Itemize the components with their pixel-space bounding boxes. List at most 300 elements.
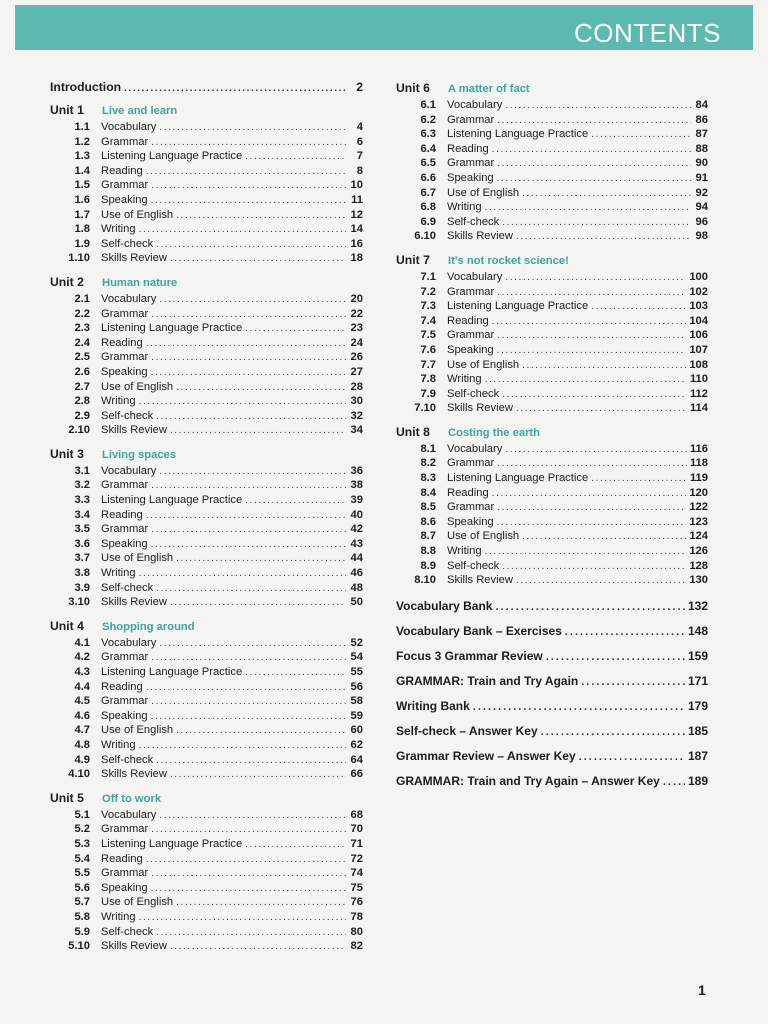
- lesson-page: 46: [350, 567, 363, 580]
- lesson-page: 92: [695, 186, 708, 199]
- toc-entry: [396, 314, 708, 329]
- dot-leader: [170, 596, 346, 611]
- lesson-number: 2.1: [74, 292, 90, 305]
- toc-entry-label: Introduction: [50, 80, 122, 94]
- dot-leader: [245, 494, 346, 509]
- lesson-label: Grammar: [447, 157, 495, 170]
- dot-leader: [156, 926, 346, 941]
- lesson-number: 5.1: [74, 808, 90, 821]
- lesson-number: 4.5: [74, 695, 90, 708]
- lesson-number: 3.7: [74, 552, 90, 565]
- toc-entry: [50, 321, 363, 336]
- lesson-page: 108: [689, 358, 708, 371]
- unit-number: Unit 3: [50, 446, 84, 461]
- lesson-label: Self-check: [101, 409, 154, 422]
- dot-leader: [591, 128, 691, 143]
- lesson-number: 8.1: [420, 442, 436, 455]
- lesson-page: 88: [695, 142, 708, 155]
- lesson-page: 104: [689, 314, 708, 327]
- lesson-page: 102: [689, 285, 708, 298]
- lesson-label: Reading: [447, 314, 489, 327]
- lesson-number: 1.4: [74, 164, 90, 177]
- dot-leader: [505, 271, 686, 286]
- back-matter-entry: [396, 769, 708, 794]
- lesson-number: 5.5: [74, 867, 90, 880]
- toc-entry: [50, 650, 363, 665]
- back-matter-page: 148: [687, 623, 708, 638]
- lesson-page: 6: [356, 135, 363, 148]
- dot-leader: [151, 179, 346, 194]
- lesson-number: 6.10: [414, 230, 436, 243]
- dot-leader: [151, 479, 346, 494]
- lesson-number: 5.10: [68, 940, 90, 953]
- lesson-page: 18: [350, 252, 363, 265]
- dot-leader: [124, 78, 346, 100]
- toc-entry: [50, 709, 363, 724]
- lesson-number: 1.10: [68, 252, 90, 265]
- lesson-label: Grammar: [447, 285, 495, 298]
- dot-leader: [497, 157, 691, 172]
- lesson-page: 62: [350, 738, 363, 751]
- dot-leader: [245, 150, 346, 165]
- dot-leader: [151, 882, 346, 897]
- dot-leader: [516, 574, 686, 589]
- lesson-label: Speaking: [447, 343, 494, 356]
- dot-leader: [170, 252, 346, 267]
- toc-entry-page: 2: [356, 80, 363, 94]
- dot-leader: [151, 538, 346, 553]
- unit-title: Off to work: [102, 792, 162, 805]
- lesson-number: 2.4: [74, 336, 90, 349]
- lesson-label: Use of English: [447, 530, 520, 543]
- toc-entry: [396, 171, 708, 186]
- back-matter-page: 187: [687, 748, 708, 763]
- dot-leader: [497, 501, 686, 516]
- toc-entry: [396, 529, 708, 544]
- back-matter-page: 179: [687, 698, 708, 713]
- lesson-number: 6.7: [420, 186, 436, 199]
- back-matter-entry: [396, 644, 708, 669]
- lesson-label: Use of English: [447, 186, 520, 199]
- toc-entry: [50, 464, 363, 479]
- lesson-page: 120: [689, 486, 708, 499]
- lesson-number: 5.7: [74, 896, 90, 909]
- lesson-number: 3.4: [74, 508, 90, 521]
- lesson-number: 8.8: [420, 545, 436, 558]
- lesson-label: Listening Language Practice: [101, 666, 243, 678]
- lesson-label: Grammar: [447, 113, 495, 126]
- unit-title: Human nature: [102, 276, 178, 289]
- dot-leader: [591, 300, 686, 315]
- lesson-number: 1.8: [74, 223, 90, 236]
- dot-leader: [522, 359, 686, 374]
- lesson-page: 87: [695, 128, 708, 141]
- lesson-label: Grammar: [447, 329, 495, 342]
- dot-leader: [485, 545, 687, 560]
- dot-leader: [151, 823, 346, 838]
- toc-entry: [396, 113, 708, 128]
- lesson-page: 71: [350, 837, 363, 850]
- lesson-label: Use of English: [101, 552, 174, 565]
- back-matter-label: Vocabulary Bank – Exercises: [396, 623, 562, 638]
- lesson-number: 6.1: [420, 99, 436, 111]
- lesson-page: 107: [689, 343, 708, 356]
- dot-leader: [146, 681, 346, 696]
- dot-leader: [170, 768, 346, 783]
- lesson-number: 4.8: [74, 738, 90, 751]
- toc-entry: [50, 636, 363, 651]
- toc-entry: [50, 478, 363, 493]
- lesson-label: Grammar: [101, 179, 149, 192]
- dot-leader: [156, 410, 346, 425]
- dot-leader: [159, 293, 346, 308]
- dot-leader: [146, 853, 346, 868]
- back-matter-label: Self-check – Answer Key: [396, 723, 538, 738]
- toc-entry-introduction: [50, 76, 363, 98]
- lesson-label: Use of English: [101, 380, 174, 393]
- lesson-page: 103: [689, 300, 708, 313]
- lesson-page: 114: [689, 402, 708, 415]
- toc-entry: [50, 881, 363, 896]
- lesson-number: 6.3: [420, 128, 436, 141]
- contents-right-column: [396, 76, 708, 794]
- dot-leader: [502, 216, 691, 231]
- dot-leader: [492, 487, 687, 502]
- lesson-page: 123: [689, 515, 708, 528]
- lesson-number: 6.6: [420, 171, 436, 184]
- back-matter-page: 189: [687, 773, 708, 788]
- lesson-label: Writing: [101, 910, 136, 923]
- lesson-label: Listening Language Practice: [101, 494, 243, 507]
- lesson-label: Listening Language Practice: [447, 300, 589, 313]
- toc-entry: [396, 98, 708, 113]
- lesson-page: 126: [689, 545, 708, 558]
- toc-entry: [50, 493, 363, 508]
- toc-entry: [50, 409, 363, 424]
- dot-leader: [495, 595, 684, 620]
- toc-entry: [50, 135, 363, 150]
- toc-entry: [50, 292, 363, 307]
- lesson-label: Grammar: [101, 867, 149, 880]
- lesson-page: 20: [350, 292, 363, 305]
- toc-entry: [396, 471, 708, 486]
- unit-heading: [50, 616, 363, 636]
- lesson-number: 3.3: [74, 494, 90, 507]
- lesson-page: 30: [350, 395, 363, 408]
- toc-entry: [396, 401, 708, 416]
- lesson-label: Self-check: [101, 237, 154, 250]
- lesson-number: 8.10: [414, 574, 436, 587]
- back-matter-list: [396, 594, 708, 794]
- dot-leader: [485, 201, 691, 216]
- lesson-label: Vocabulary: [101, 464, 157, 477]
- unit-section: [396, 78, 708, 244]
- lesson-number: 4.1: [74, 636, 90, 649]
- dot-leader: [176, 209, 346, 224]
- dot-leader: [516, 402, 687, 417]
- lesson-page: 32: [350, 409, 363, 422]
- toc-entry: [396, 559, 708, 574]
- dot-leader: [156, 582, 346, 597]
- lesson-label: Skills Review: [447, 574, 513, 587]
- toc-entry: [50, 251, 363, 266]
- lesson-label: Vocabulary: [101, 121, 157, 133]
- toc-entry: [396, 372, 708, 387]
- unit-number: Unit 4: [50, 618, 84, 633]
- toc-entry: [50, 723, 363, 738]
- page-number: 1: [698, 982, 706, 998]
- lesson-page: 100: [689, 270, 708, 283]
- lesson-number: 4.10: [68, 768, 90, 781]
- dot-leader: [497, 457, 687, 472]
- lesson-label: Grammar: [101, 823, 149, 836]
- lesson-number: 7.5: [420, 329, 436, 342]
- lesson-page: 70: [350, 823, 363, 836]
- lesson-label: Listening Language Practice: [101, 322, 243, 335]
- unit-heading: [50, 788, 363, 808]
- lesson-label: Reading: [101, 680, 143, 693]
- back-matter-entry: [396, 744, 708, 769]
- dot-leader: [151, 136, 346, 151]
- lesson-page: 122: [689, 501, 708, 514]
- toc-entry: [396, 544, 708, 559]
- toc-entry: [50, 895, 363, 910]
- toc-entry: [50, 566, 363, 581]
- lesson-number: 7.2: [420, 285, 436, 298]
- dot-leader: [505, 443, 687, 458]
- lesson-label: Writing: [447, 201, 482, 214]
- lesson-label: Grammar: [101, 695, 149, 708]
- lesson-page: 14: [350, 223, 363, 236]
- lesson-number: 1.2: [74, 135, 90, 148]
- lesson-page: 91: [695, 171, 708, 184]
- lesson-page: 130: [689, 574, 708, 587]
- toc-entry: [396, 387, 708, 402]
- back-matter-label: Focus 3 Grammar Review: [396, 648, 543, 663]
- dot-leader: [522, 187, 691, 202]
- lesson-page: 106: [689, 329, 708, 342]
- lesson-number: 5.4: [74, 852, 90, 865]
- toc-entry: [396, 358, 708, 373]
- toc-entry: [50, 120, 363, 135]
- lesson-label: Grammar: [447, 457, 495, 470]
- lesson-number: 8.6: [420, 515, 436, 528]
- dot-leader: [492, 315, 687, 330]
- back-matter-label: GRAMMAR: Train and Try Again – Answer Key: [396, 773, 660, 788]
- dot-leader: [516, 230, 691, 245]
- lesson-label: Grammar: [101, 135, 149, 148]
- dot-leader: [497, 172, 691, 187]
- toc-entry: [50, 925, 363, 940]
- dot-leader: [522, 530, 686, 545]
- toc-entry: [50, 350, 363, 365]
- toc-entry: [396, 299, 708, 314]
- lesson-label: Skills Review: [101, 424, 167, 437]
- lesson-page: 124: [689, 530, 708, 543]
- lesson-label: Use of English: [101, 724, 174, 737]
- lesson-number: 6.8: [420, 201, 436, 214]
- toc-entry: [50, 694, 363, 709]
- dot-leader: [139, 739, 346, 754]
- unit-title: Costing the earth: [448, 426, 540, 439]
- lesson-page: 36: [350, 464, 363, 477]
- toc-entry: [396, 456, 708, 471]
- toc-entry: [50, 178, 363, 193]
- lesson-label: Speaking: [101, 365, 148, 378]
- lesson-number: 7.7: [420, 358, 436, 371]
- lesson-number: 7.6: [420, 343, 436, 356]
- dot-leader: [497, 344, 687, 359]
- unit-heading: [396, 78, 708, 98]
- lesson-number: 2.9: [74, 409, 90, 422]
- lesson-number: 2.10: [68, 424, 90, 437]
- dot-leader: [473, 695, 685, 720]
- dot-leader: [170, 940, 346, 955]
- back-matter-entry: [396, 594, 708, 619]
- lesson-number: 1.7: [74, 208, 90, 221]
- toc-entry: [50, 149, 363, 164]
- lesson-page: 24: [350, 336, 363, 349]
- dot-leader: [505, 99, 691, 114]
- dot-leader: [497, 329, 686, 344]
- dot-leader: [581, 670, 685, 695]
- lesson-label: Writing: [447, 373, 482, 386]
- toc-entry: [50, 837, 363, 852]
- unit-number: Unit 7: [396, 252, 430, 267]
- lesson-page: 22: [350, 307, 363, 320]
- unit-heading: [50, 100, 363, 120]
- dot-leader: [151, 867, 346, 882]
- back-matter-entry: [396, 669, 708, 694]
- lesson-number: 6.4: [420, 142, 436, 155]
- dot-leader: [146, 509, 346, 524]
- lesson-label: Skills Review: [101, 252, 167, 265]
- lesson-label: Skills Review: [447, 230, 513, 243]
- unit-heading: [396, 422, 708, 442]
- toc-entry: [50, 394, 363, 409]
- unit-number: Unit 1: [50, 103, 84, 117]
- dot-leader: [159, 465, 346, 480]
- lesson-page: 64: [350, 753, 363, 766]
- lesson-label: Grammar: [101, 479, 149, 492]
- lesson-page: 44: [350, 552, 363, 565]
- lesson-label: Vocabulary: [447, 270, 503, 283]
- lesson-label: Writing: [101, 223, 136, 236]
- toc-entry: [50, 939, 363, 954]
- unit-heading: [50, 444, 363, 464]
- unit-heading: [396, 250, 708, 270]
- lesson-page: 60: [350, 724, 363, 737]
- toc-entry: [396, 215, 708, 230]
- lesson-number: 8.9: [420, 559, 436, 572]
- lesson-number: 8.3: [420, 472, 436, 485]
- toc-entry: [396, 142, 708, 157]
- contents-header-bar: [15, 5, 753, 50]
- toc-entry: [50, 237, 363, 252]
- lesson-page: 94: [695, 201, 708, 214]
- lesson-number: 3.5: [74, 523, 90, 536]
- unit-section: [396, 250, 708, 416]
- lesson-label: Self-check: [447, 559, 500, 572]
- toc-entry: [50, 365, 363, 380]
- lesson-page: 78: [350, 910, 363, 923]
- toc-entry: [50, 307, 363, 322]
- dot-leader: [492, 143, 691, 158]
- toc-entry: [50, 380, 363, 395]
- lesson-label: Vocabulary: [447, 99, 503, 111]
- lesson-number: 4.6: [74, 709, 90, 722]
- dot-leader: [546, 645, 685, 670]
- lesson-label: Self-check: [447, 215, 500, 228]
- lesson-page: 86: [695, 113, 708, 126]
- back-matter-page: 159: [687, 648, 708, 663]
- lesson-label: Writing: [447, 545, 482, 558]
- lesson-number: 4.9: [74, 753, 90, 766]
- unit-section: [50, 788, 363, 954]
- lesson-page: 52: [350, 636, 363, 649]
- dot-leader: [151, 523, 346, 538]
- lesson-number: 5.3: [74, 837, 90, 850]
- dot-leader: [139, 223, 346, 238]
- dot-leader: [139, 567, 346, 582]
- lesson-number: 8.4: [420, 486, 436, 499]
- lesson-label: Self-check: [101, 581, 154, 594]
- lesson-label: Vocabulary: [101, 636, 157, 649]
- lesson-page: 38: [350, 479, 363, 492]
- lesson-label: Skills Review: [447, 402, 513, 415]
- lesson-number: 7.1: [420, 270, 436, 283]
- unit-title: Live and learn: [102, 105, 178, 117]
- toc-entry: [50, 208, 363, 223]
- lesson-page: 90: [695, 157, 708, 170]
- lesson-page: 76: [350, 896, 363, 909]
- dot-leader: [170, 424, 346, 439]
- lesson-number: 4.7: [74, 724, 90, 737]
- lesson-page: 118: [689, 457, 708, 470]
- lesson-page: 48: [350, 581, 363, 594]
- dot-leader: [485, 373, 687, 388]
- lesson-label: Writing: [101, 738, 136, 751]
- toc-entry: [50, 595, 363, 610]
- back-matter-label: GRAMMAR: Train and Try Again: [396, 673, 579, 688]
- dot-leader: [151, 695, 346, 710]
- toc-entry: [396, 156, 708, 171]
- unit-section: [50, 616, 363, 782]
- toc-entry: [50, 808, 363, 823]
- dot-leader: [156, 754, 346, 769]
- lesson-page: 11: [351, 193, 363, 206]
- dot-leader: [245, 322, 346, 337]
- page-title: CONTENTS: [574, 18, 721, 48]
- toc-entry: [50, 336, 363, 351]
- lesson-number: 1.1: [74, 121, 90, 133]
- toc-entry: [396, 328, 708, 343]
- unit-heading: [50, 272, 363, 292]
- dot-leader: [151, 366, 346, 381]
- lesson-number: 3.1: [74, 464, 90, 477]
- dot-leader: [139, 395, 346, 410]
- back-matter-entry: [396, 694, 708, 719]
- lesson-number: 2.2: [74, 307, 90, 320]
- toc-entry: [396, 515, 708, 530]
- lesson-page: 66: [350, 768, 363, 781]
- toc-entry: [50, 767, 363, 782]
- toc-entry: [396, 285, 708, 300]
- lesson-label: Listening Language Practice: [101, 150, 243, 163]
- lesson-page: 23: [350, 322, 363, 335]
- lesson-number: 2.6: [74, 365, 90, 378]
- lesson-number: 4.3: [74, 666, 90, 678]
